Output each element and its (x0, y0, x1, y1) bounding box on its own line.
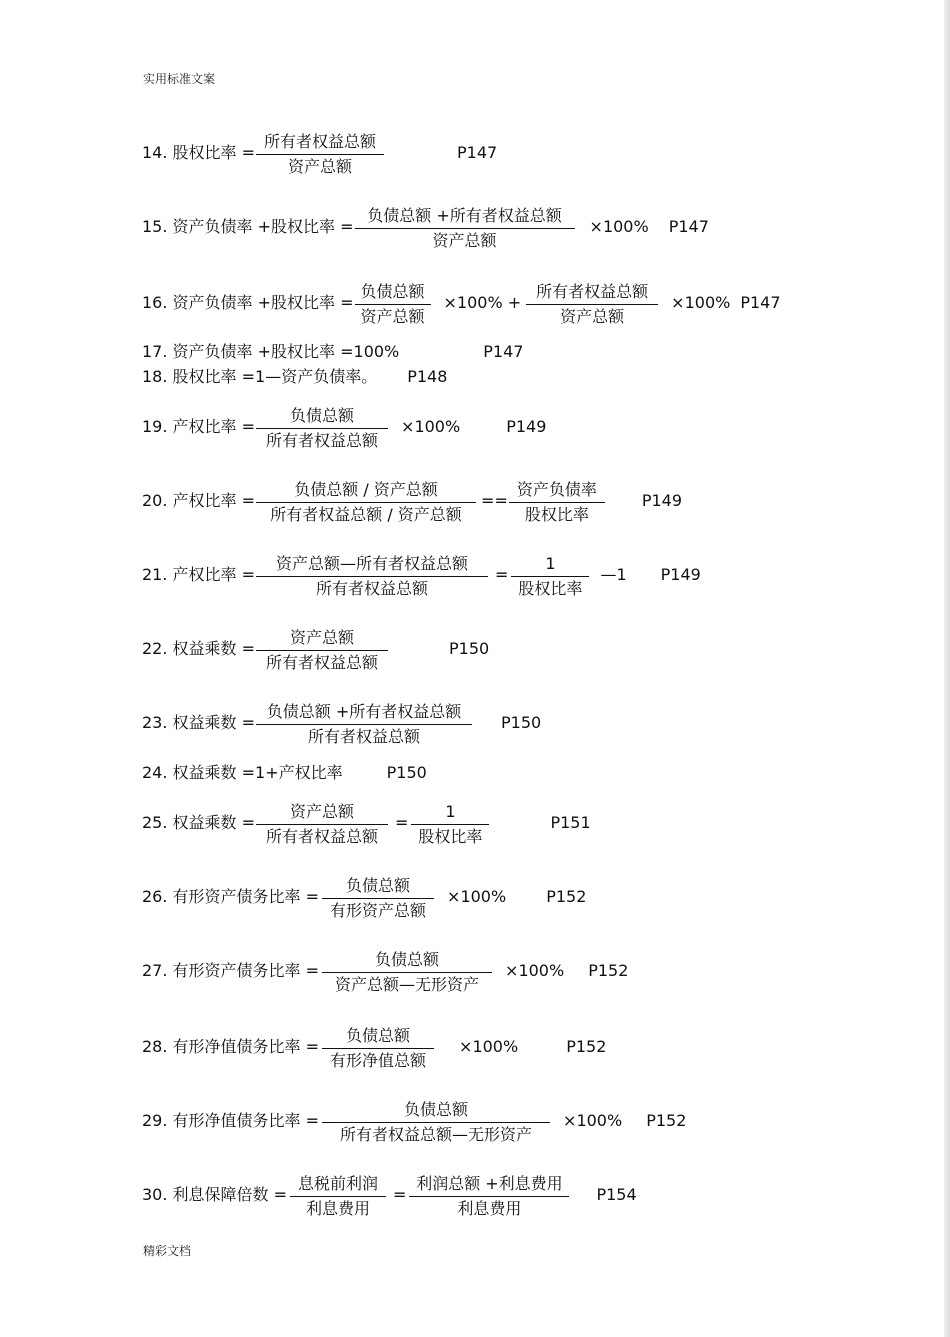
fraction (255, 702, 473, 747)
denominator: 资产总额 (360, 306, 425, 326)
denominator: 所有者权益总额 (266, 430, 379, 450)
fraction (255, 802, 389, 847)
fraction (255, 406, 389, 451)
fraction (525, 282, 659, 327)
minus-one: —1 (600, 565, 627, 584)
fraction (321, 876, 435, 921)
fraction (354, 282, 432, 327)
page-ref: P150 (386, 763, 427, 782)
numerator: 息税前利润 (290, 1174, 386, 1197)
page-ref: P147 (483, 342, 524, 361)
multiplier: ×100% (589, 217, 649, 236)
page-ref: P150 (449, 639, 490, 658)
fraction (255, 480, 477, 525)
formula-label: 21. 产权比率 = (142, 565, 256, 584)
numerator: 资产负债率 (509, 480, 605, 503)
multiplier: ×100% (505, 961, 565, 980)
page-ref: P152 (566, 1037, 607, 1056)
denominator: 所有者权益总额—无形资产 (340, 1124, 533, 1144)
fraction (354, 206, 576, 251)
page-ref: P149 (660, 565, 701, 584)
numerator: 所有者权益总额 (256, 132, 384, 155)
numerator: 负债总额 / 资产总额 (256, 480, 476, 503)
formula-text: 18. 股权比率 =1—资产负债率。 (142, 367, 378, 386)
page-ref: P149 (641, 491, 683, 510)
denominator: 资产总额 (288, 156, 353, 176)
denominator: 资产总额 (432, 230, 497, 250)
fraction (321, 1026, 435, 1071)
formula-label: 15. 资产负债率 +股权比率 = (142, 217, 354, 236)
denominator: 股权比率 (518, 578, 583, 598)
multiplier: ×100% (671, 293, 731, 312)
fraction (410, 802, 490, 847)
denominator: 利息费用 (306, 1198, 371, 1218)
equals-sign: == (481, 491, 508, 510)
formula-label: 19. 产权比率 = (142, 417, 256, 436)
denominator: 所有者权益总额 (266, 826, 379, 846)
numerator: 1 (411, 802, 489, 825)
fraction (255, 132, 385, 177)
formula-label: 23. 权益乘数 = (142, 713, 256, 732)
page-ref: P147 (740, 293, 781, 312)
multiplier: ×100% + (443, 293, 522, 312)
multiplier: ×100% (401, 417, 461, 436)
denominator: 所有者权益总额 / 资产总额 (270, 504, 462, 524)
page-ref: P152 (546, 887, 587, 906)
formula-label: 16. 资产负债率 +股权比率 = (142, 293, 354, 312)
formula-label: 22. 权益乘数 = (142, 639, 256, 658)
page-header: 实用标准文案 (143, 72, 216, 86)
formula-label: 27. 有形资产债务比率 = (142, 961, 320, 980)
numerator: 负债总额 (256, 406, 388, 429)
numerator: 资产总额 (256, 802, 388, 825)
numerator: 负债总额 +所有者权益总额 (256, 702, 472, 725)
fraction (255, 628, 389, 673)
equals-sign: = (393, 1185, 407, 1204)
fraction (321, 950, 493, 995)
page-ref: P149 (506, 417, 547, 436)
formula-text: 24. 权益乘数 =1+产权比率 (142, 763, 343, 782)
denominator: 资产总额—无形资产 (335, 974, 480, 994)
multiplier: ×100% (447, 887, 507, 906)
numerator: 负债总额 (322, 1026, 434, 1049)
fraction (408, 1174, 570, 1219)
page-ref: P152 (588, 961, 629, 980)
fraction (255, 554, 489, 599)
formula-label: 25. 权益乘数 = (142, 813, 256, 832)
denominator: 资产总额 (560, 306, 625, 326)
numerator: 资产总额 (256, 628, 388, 651)
multiplier: ×100% (563, 1111, 623, 1130)
numerator: 负债总额 (322, 950, 492, 973)
page-ref: P147 (457, 143, 498, 162)
page-edge (944, 0, 950, 1337)
denominator: 有形资产总额 (330, 900, 427, 920)
multiplier: ×100% (459, 1037, 519, 1056)
denominator: 股权比率 (418, 826, 483, 846)
formula-label: 30. 利息保障倍数 = (142, 1185, 288, 1204)
numerator: 负债总额 (355, 282, 431, 305)
denominator: 股权比率 (524, 504, 589, 524)
formula-label: 28. 有形净值债务比率 = (142, 1037, 320, 1056)
numerator: 负债总额 (322, 876, 434, 899)
numerator: 利润总额 +利息费用 (409, 1174, 569, 1197)
numerator: 资产总额—所有者权益总额 (256, 554, 488, 577)
page-ref: P147 (668, 217, 709, 236)
formula-label: 20. 产权比率 = (142, 491, 256, 510)
denominator: 所有者权益总额 (266, 652, 379, 672)
fraction (289, 1174, 387, 1219)
numerator: 1 (511, 554, 589, 577)
denominator: 有形净值总额 (330, 1050, 427, 1070)
formula-label: 14. 股权比率 = (142, 143, 256, 162)
numerator: 所有者权益总额 (526, 282, 658, 305)
equals-sign: = (395, 813, 409, 832)
denominator: 所有者权益总额 (316, 578, 429, 598)
equals-sign: = (495, 565, 509, 584)
page-footer: 精彩文档 (143, 1244, 192, 1258)
denominator: 利息费用 (457, 1198, 522, 1218)
numerator: 负债总额 +所有者权益总额 (355, 206, 575, 229)
fraction (510, 554, 590, 599)
page-ref: P148 (407, 367, 448, 386)
numerator: 负债总额 (322, 1100, 550, 1123)
page-ref: P150 (501, 713, 542, 732)
formula-text: 17. 资产负债率 +股权比率 =100% (142, 342, 400, 361)
formula-label: 29. 有形净值债务比率 = (142, 1111, 320, 1130)
fraction (508, 480, 606, 525)
denominator: 所有者权益总额 (308, 726, 421, 746)
page-ref: P151 (550, 813, 591, 832)
fraction (321, 1100, 551, 1145)
page-ref: P152 (646, 1111, 687, 1130)
page-ref: P154 (596, 1185, 637, 1204)
formula-label: 26. 有形资产债务比率 = (142, 887, 320, 906)
